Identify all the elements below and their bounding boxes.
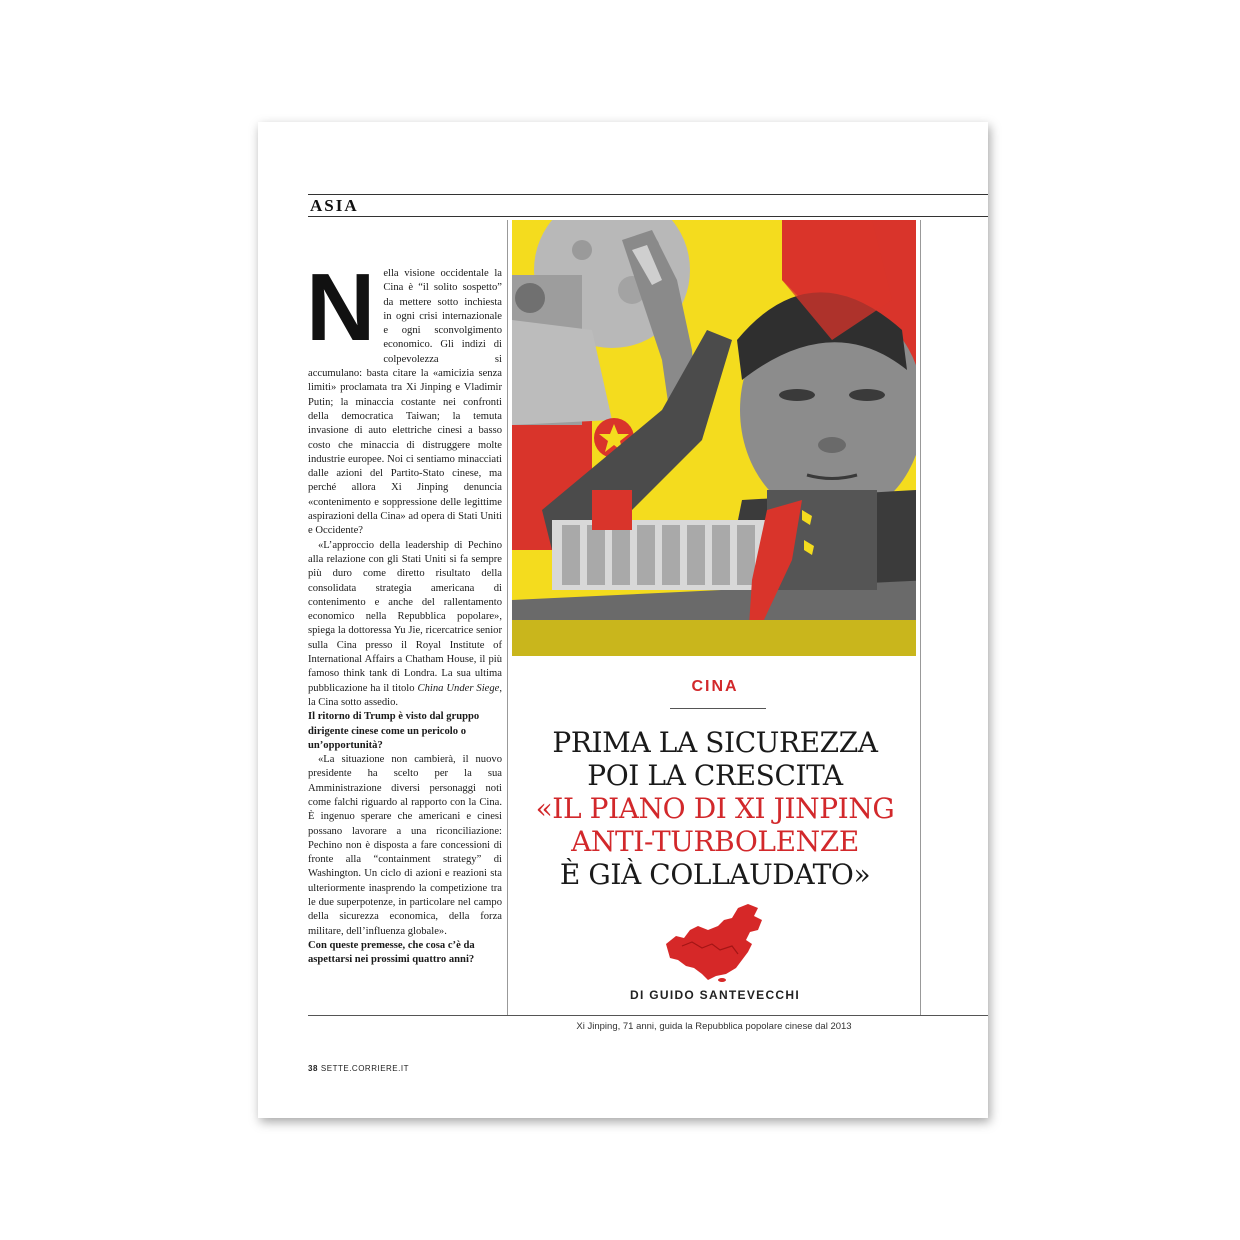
- magazine-page: [258, 122, 988, 1118]
- article-body: [306, 254, 502, 968]
- collage-illustration: [512, 220, 916, 656]
- photo-caption: Xi Jinping, 71 anni, guida la Repubblica popolare cinese dal 2013: [576, 1021, 852, 1032]
- site-name: SETTE.CORRIERE.IT: [320, 1064, 409, 1073]
- paragraph: «L’approccio della leadership di Pechino alla relazione con gli Stati Uniti si fa sempre più duro come diretto risultato della consolidata strategia americana di contenimento e anche del rallentamento economico nella Repubblica popolare», spiega la dottoressa Yu Jie, ricercatrice senior sulla Cina presso il Royal Institute of International Affairs a Chatham House, il più famoso think tank di Londra. La sua ultima pubblicazione ha il titolo: [308, 539, 502, 694]
- headline: [514, 726, 916, 891]
- section-label: ASIA: [310, 196, 359, 215]
- folio: [308, 1064, 409, 1073]
- page-number: 38: [308, 1064, 318, 1073]
- interview-question: Con queste premesse, che cosa c’è da aspettarsi nei prossimi quattro anni?: [308, 939, 475, 966]
- headline-line: PRIMA LA SICUREZZA: [552, 726, 878, 759]
- headline-line: POI LA CRESCITA: [587, 759, 843, 792]
- paragraph: ella visione occidentale la Cina è “il solito sospetto” da mettere sotto inchiesta in ogni crisi internazionale e ogni sconvolgimento economico. Gli indizi di colpevolezza si accumulano: basta citare la «amicizia senza limiti» proclamata tra Xi Jinping e Vladimir Putin; la minaccia costante nei confronti della democratica Taiwan; la temuta invasione di auto elettriche cinesi a basso costo che minaccia di distruggere molte industrie europee. Noi ci sentiamo minacciati dalle azioni del Partito-Stato cinese, ma perché allora Xi Jinping denuncia «contenimento e soppressione delle legittime aspirazioni della Cina» ad opera di Stati Uniti e Occidente?: [308, 268, 502, 537]
- kicker-rule: [670, 708, 766, 709]
- byline: DI GUIDO SANTEVECCHI: [629, 988, 800, 1002]
- headline-line-red: ANTI-TURBOLENZE: [571, 825, 859, 858]
- interview-question: Il ritorno di Trump è visto dal gruppo dirigente cinese come un pericolo o un’opportunità?: [308, 711, 480, 751]
- drop-cap: N: [306, 254, 376, 361]
- column-divider: [507, 220, 508, 1016]
- paragraph-tail: , la Cina sotto assedio.: [308, 682, 502, 708]
- section-rule-top: [308, 194, 988, 195]
- headline-line-red: «IL PIANO DI XI JINPING: [535, 792, 895, 825]
- column-divider-right: [920, 220, 921, 1016]
- kicker: CINA: [691, 678, 739, 695]
- paragraph: «La situazione non cambierà, il nuovo presidente ha scelto per la sua Amministrazione diversi personaggi noti come falchi riguardo al rapporto con la Cina. È ingenuo sperare che americani e cinesi possano lavorare a una riconciliazione: Pechino non è disposta a fare concessioni di fronte alla “containment strategy” di Washington. Un ciclo di azioni e reazioni sta ulteriormente inasprendo la competizione tra le due superpotenze, in particolare nel campo della sicurezza economica, della forza militare, dell’influenza globale».: [308, 754, 502, 937]
- china-map-icon: [662, 902, 768, 982]
- book-title: China Under Siege: [417, 682, 500, 694]
- headline-line: È GIÀ COLLAUDATO»: [559, 858, 871, 891]
- bottom-rule: [308, 1015, 988, 1016]
- section-rule-bottom: [308, 216, 988, 217]
